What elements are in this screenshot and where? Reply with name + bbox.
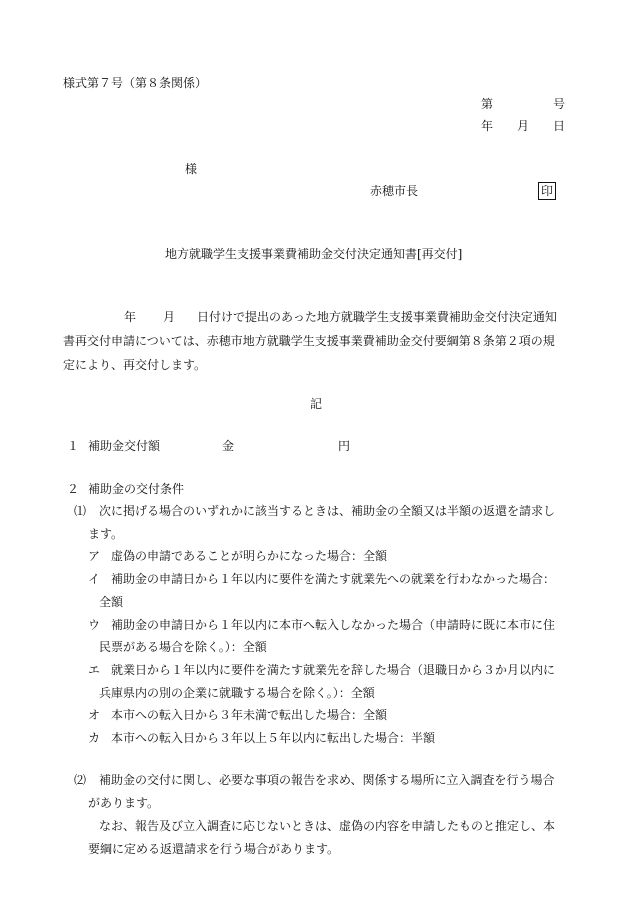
subitem-line-1: 就業日から１年以内に要件を満たす就業先を辞した場合（退職日から３か月以内に (111, 663, 556, 677)
subitem-kana: ア (88, 549, 101, 563)
subitem-line-1: 補助金の申請日から１年以内に要件を満たす就業先への就業を行わなかった場合： (111, 572, 556, 586)
item-2-line-3: なお、報告及び立入調査に応じないときは、虚偽の内容を申請したものと推定し、本 (99, 819, 556, 833)
date-day: 日 (553, 119, 566, 133)
item-1-line-1: 次に掲げる場合のいずれかに該当するときは、補助金の全額又は半額の返還を請求し (99, 504, 556, 518)
date-year: 年 (481, 119, 494, 133)
subitem-line-2: 民票がある場合を除く。）：全額 (99, 640, 267, 654)
subitem-line-1: 虚偽の申請であることが明らかになった場合：全額 (111, 549, 388, 563)
item-1-number: ⑴ (74, 504, 87, 518)
intro-year: 年 (124, 310, 137, 324)
form-label: 様式第７号（第８条関係） (63, 76, 208, 90)
document-title: 地方就職学生支援事業費補助金交付決定通知書[再交付] (165, 247, 463, 261)
item-2-line-1: 補助金の交付に関し、必要な事項の報告を求め、関係する場所に立入調査を行う場合 (99, 773, 555, 787)
subitem-line-2: 兵庫県内の別の企業に就職する場合を除く。）：全額 (99, 686, 375, 700)
item-1-line-2: ます。 (88, 527, 124, 541)
intro-month: 月 (163, 310, 176, 324)
number-suffix: 号 (553, 97, 566, 111)
intro-line-1: 日付けで提出のあった地方就職学生支援事業費補助金交付決定通知 (197, 310, 557, 324)
subitem-line-1: 本市への転入日から３年未満で転出した場合：全額 (111, 708, 388, 722)
ki-marker: 記 (310, 397, 323, 411)
section-2-number: ２ (67, 482, 80, 496)
section-1-unit: 円 (338, 439, 351, 453)
intro-line-3: 定により、再交付します。 (63, 358, 207, 372)
section-1-currency: 金 (222, 439, 235, 453)
subitem-kana: カ (88, 731, 101, 745)
issuer-name: 赤穂市長 (370, 184, 419, 198)
subitem-kana: エ (88, 663, 101, 677)
subitem-kana: オ (88, 708, 101, 722)
item-2-number: ⑵ (74, 773, 87, 787)
number-prefix: 第 (481, 97, 494, 111)
subitem-line-1: 補助金の申請日から１年以内に本市へ転入しなかった場合（申請時に既に本市に住 (111, 618, 556, 632)
item-2-line-4: 要綱に定める返還請求を行う場合があります。 (88, 842, 340, 856)
section-1-number: １ (67, 439, 80, 453)
section-2-label: 補助金の交付条件 (88, 482, 185, 496)
seal-stamp (538, 182, 556, 200)
addressee-suffix: 様 (185, 162, 198, 176)
subitem-kana: イ (88, 572, 101, 586)
section-1-label: 補助金交付額 (88, 439, 161, 453)
subitem-line-1: 本市への転入日から３年以上５年以内に転出した場合：半額 (111, 731, 436, 745)
intro-line-2: 書再交付申請については、赤穂市地方就職学生支援事業費補助金交付要綱第８条第２項の規 (63, 334, 555, 348)
subitem-line-2: 全額 (99, 595, 124, 609)
date-month: 月 (517, 119, 530, 133)
item-2-line-2: があります。 (88, 796, 160, 810)
subitem-kana: ウ (88, 618, 101, 632)
seal-mark: 印 (538, 182, 556, 200)
